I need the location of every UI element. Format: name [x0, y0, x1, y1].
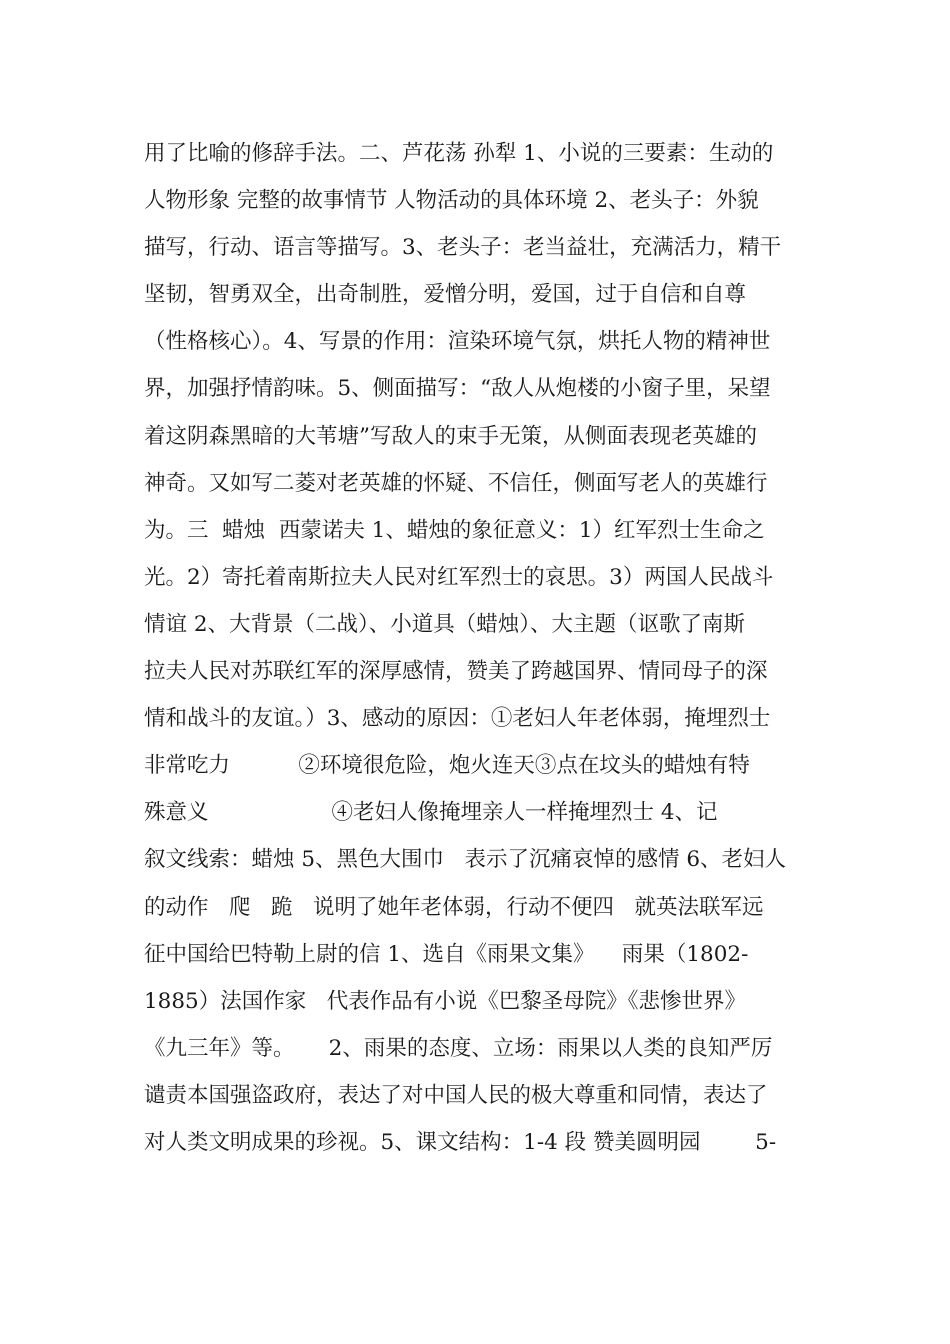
text-line: 叙文线索：蜡烛 5、黑色大围巾 表示了沉痛哀悼的感情 6、老妇人: [144, 847, 787, 873]
text-line: 情谊 2、大背景（二战）、小道具（蜡烛）、大主题（讴歌了南斯: [144, 611, 746, 637]
text-line: 拉夫人民对苏联红军的深厚感情，赞美了跨越国界、情同母子的深: [144, 659, 768, 685]
text-line: 1885）法国作家 代表作品有小说《巴黎圣母院》《悲惨世界》: [144, 988, 746, 1014]
text-line: 神奇。又如写二菱对老英雄的怀疑、不信任，侧面写老人的英雄行: [144, 470, 768, 496]
text-line: 的动作 爬 跪 说明了她年老体弱，行动不便四 就英法联军远: [144, 894, 764, 920]
text-line: 人物形象 完整的故事情节 人物活动的具体环境 2、老头子：外貌: [144, 188, 759, 214]
text-line: 谴责本国强盗政府，表达了对中国人民的极大尊重和同情，表达了: [144, 1082, 768, 1108]
text-line: 光。2）寄托着南斯拉夫人民对红军烈士的哀思。3）两国人民战斗: [144, 564, 774, 590]
body-text: [144, 130, 814, 1166]
text-line: 非常吃力 ②环境很危险，炮火连天③点在坟头的蜡烛有特: [144, 753, 750, 779]
text-line: 坚韧，智勇双全，出奇制胜，爱憎分明，爱国，过于自信和自尊: [144, 282, 747, 308]
text-line: 《九三年》等。 2、雨果的态度、立场：雨果以人类的良知严厉: [144, 1035, 773, 1061]
text-line: （性格核心）。4、写景的作用：渲染环境气氛，烘托人物的精神世: [144, 329, 771, 355]
text-line: 着这阴森黑暗的大苇塘”写敌人的束手无策，从侧面表现老英雄的: [144, 423, 757, 449]
text-line: 用了比喻的修辞手法。二、芦花荡 孙犁 1、小说的三要素：生动的: [144, 141, 774, 166]
text-line: 为。三 蜡烛 西蒙诺夫 1、蜡烛的象征意义：1）红军烈士生命之: [144, 517, 765, 543]
text-line: 征中国给巴特勒上尉的信 1、选自《雨果文集》 雨果（1802-: [144, 941, 749, 967]
text-line: 对人类文明成果的珍视。5、课文结构：1-4 段 赞美圆明园 5-: [144, 1129, 777, 1155]
text-line: 情和战斗的友谊。）3、感动的原因：①老妇人年老体弱，掩埋烈士: [144, 706, 771, 732]
text-line: 描写，行动、语言等描写。3、老头子：老当益壮，充满活力，精干: [144, 235, 782, 261]
text-line: 殊意义 ④老妇人像掩埋亲人一样掩埋烈士 4、记: [144, 800, 718, 826]
text-line: 界，加强抒情韵味。5、侧面描写：“敌人从炮楼的小窗子里，呆望: [144, 376, 771, 402]
